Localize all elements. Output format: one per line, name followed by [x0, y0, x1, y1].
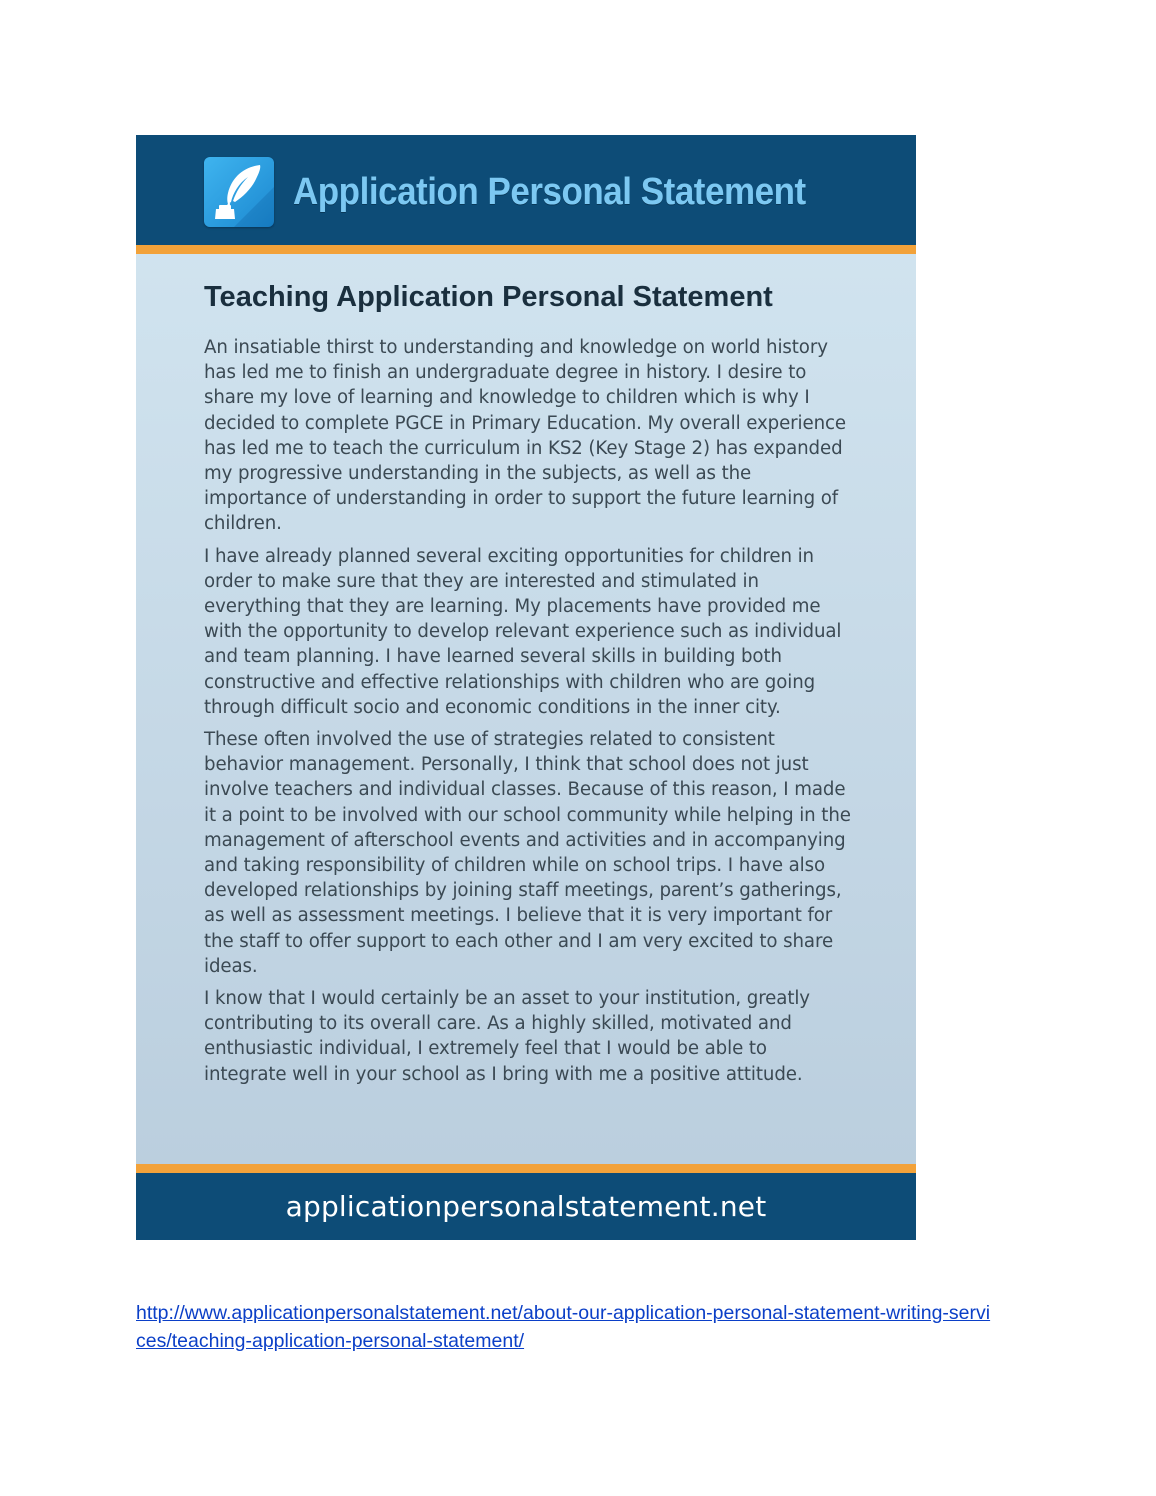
card-header — [136, 135, 916, 245]
paragraph-2: I have already planned several exciting opportunities for children in order to make sure that they are interested and stimulated in everything that they are learning. My placements have provided me with the opportunity to develop relevant experience such as individual and team planning. I have learned several skills in building both constructive and effective relationships with children who are going through difficult socio and economic conditions in the inner city. — [204, 545, 842, 718]
card-body — [204, 281, 854, 1094]
statement-card — [136, 135, 916, 1240]
paragraph-3: These often involved the use of strategies related to consistent behavior management. Personally, I think that school does not just involve teachers and individual classes. Because of this reason, I made it a point to be involved with our school community while helping in the management of afterschool events and activities and in accompanying and taking responsibility of children while on school trips. I have also developed relationships by joining staff meetings, parent’s gatherings, as well as assessment meetings. I believe that it is very important for the staff to offer support to each other and I am very excited to share ideas. — [204, 729, 851, 977]
header-accent-stripe — [136, 245, 916, 254]
paragraph-1: An insatiable thirst to understanding and knowledge on world history has led me to finish an undergraduate degree in history. I desire to share my love of learning and knowledge to children which is why I decided to complete PGCE in Primary Education. My overall experience has led me to teach the curriculum in KS2 (Key Stage 2) has expanded my progressive understanding in the subjects, as well as the importance of understanding in order to support the future learning of children. — [204, 337, 847, 535]
document-heading: Teaching Application Personal Statement — [204, 281, 773, 313]
source-url-link[interactable]: http://www.applicationpersonalstatement.net/about-our-application-personal-statement-writing-services/teaching-application-personal-statement/ — [136, 1302, 991, 1352]
card-footer — [136, 1173, 916, 1240]
footer-domain: applicationpersonalstatement.net — [285, 1190, 767, 1223]
footer-accent-stripe — [136, 1164, 916, 1173]
brand-title: Application Personal Statement — [293, 171, 806, 213]
quill-inkwell-icon — [204, 157, 274, 227]
paragraph-4: I know that I would certainly be an asset to your institution, greatly contributing to its overall care. As a highly skilled, motivated and enthusiastic individual, I extremely feel that I would be able to integrate well in your school as I bring with me a positive attitude. — [204, 988, 810, 1085]
